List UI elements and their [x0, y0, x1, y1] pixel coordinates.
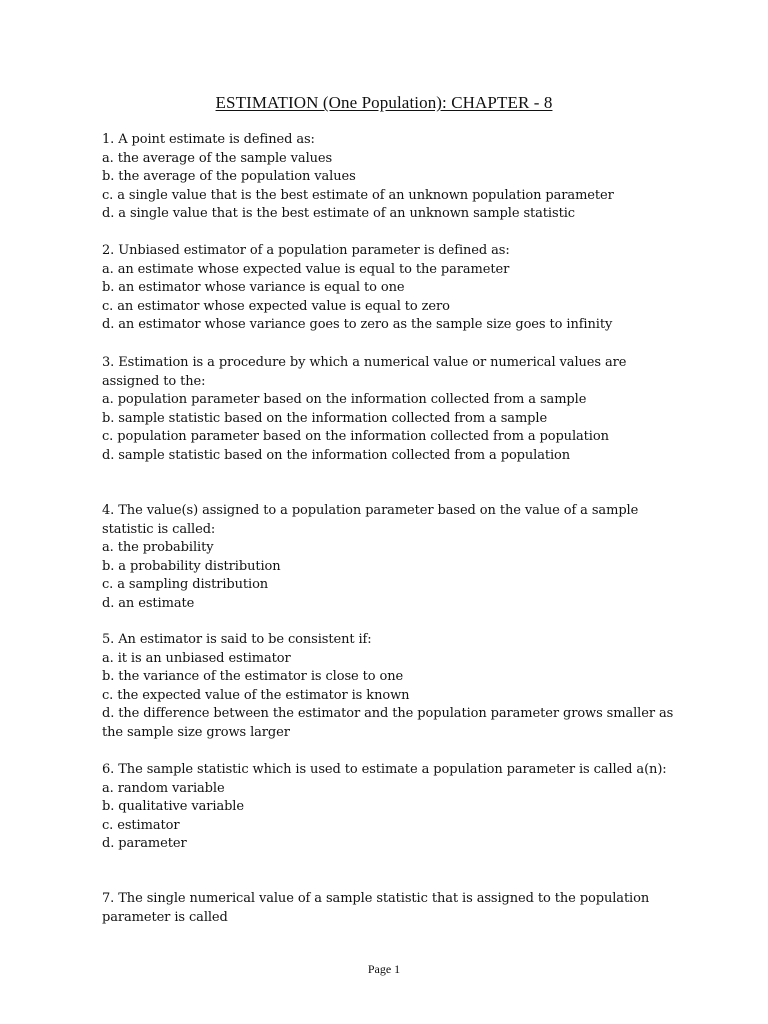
answer-option: b. qualitative variable	[102, 799, 244, 814]
answer-option: c. a single value that is the best estimate of an unknown population parameter	[102, 187, 614, 203]
question-stem: 6. The sample statistic which is used to estimate a population parameter is called a(n):	[102, 762, 667, 777]
answer-option: d. an estimator whose variance goes to zero as the sample size goes to infinity	[102, 317, 613, 332]
answer-option: a. the average of the sample values	[102, 150, 333, 166]
answer-option: a. population parameter based on the information collected from a sample	[102, 392, 587, 407]
question-5	[102, 631, 682, 742]
answer-option: b. sample statistic based on the information collected from a sample	[102, 410, 548, 426]
question-3	[102, 354, 682, 465]
answer-option: c. an estimator whose expected value is equal to zero	[102, 298, 450, 314]
answer-option: c. population parameter based on the information collected from a population	[102, 429, 609, 444]
question-stem: 5. An estimator is said to be consistent if:	[102, 632, 372, 647]
answer-option: c. a sampling distribution	[102, 577, 269, 592]
answer-option: b. an estimator whose variance is equal to one	[102, 280, 405, 295]
answer-option: a. random variable	[102, 780, 225, 796]
answer-option: d. an estimate	[102, 595, 195, 611]
question-stem: 7. The single numerical value of a sample statistic that is assigned to the population parameter is called	[102, 891, 650, 925]
question-stem: 1. A point estimate is defined as:	[102, 132, 315, 147]
answer-option: d. the difference between the estimator and the population parameter grows smaller as the sample size grows larger	[102, 706, 674, 740]
question-1	[102, 131, 682, 224]
answer-option: a. an estimate whose expected value is equal to the parameter	[102, 261, 510, 277]
question-6	[102, 761, 682, 854]
question-7	[102, 890, 682, 927]
question-4	[102, 502, 682, 613]
question-stem: 4. The value(s) assigned to a population parameter based on the value of a sample statistic is called:	[102, 503, 639, 537]
answer-option: a. the probability	[102, 540, 214, 555]
page-number: Page 1	[367, 962, 401, 976]
document-title: ESTIMATION (One Population): CHAPTER - 8	[215, 93, 553, 112]
answer-option: c. the expected value of the estimator is known	[102, 687, 410, 703]
answer-option: d. sample statistic based on the information collected from a population	[102, 447, 571, 463]
question-stem: 2. Unbiased estimator of a population parameter is defined as:	[102, 243, 510, 258]
answer-option: b. the average of the population values	[102, 169, 356, 184]
answer-option: d. parameter	[102, 836, 187, 851]
question-2	[102, 242, 682, 335]
answer-option: c. estimator	[102, 817, 180, 833]
answer-option: b. a probability distribution	[102, 558, 281, 574]
answer-option: d. a single value that is the best estimate of an unknown sample statistic	[102, 206, 575, 221]
answer-option: b. the variance of the estimator is close to one	[102, 669, 404, 684]
question-stem: 3. Estimation is a procedure by which a numerical value or numerical values are assigned to the:	[102, 355, 627, 389]
answer-option: a. it is an unbiased estimator	[102, 650, 291, 666]
